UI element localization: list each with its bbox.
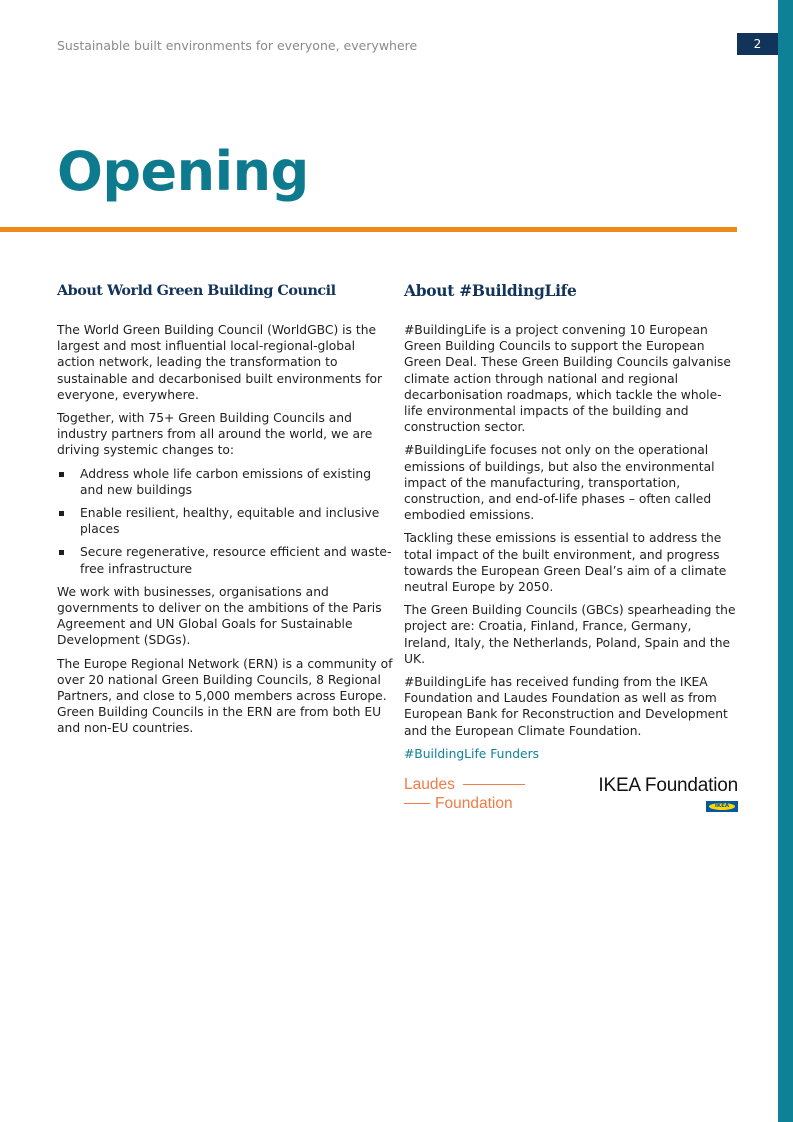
bullet-icon — [59, 550, 64, 555]
right-paragraph-2: #BuildingLife focuses not only on the operational emissions of buildings, but also the environmental impact of the manufacturing, transportation, construction, and end-of-life phases – often called embodied emissions. — [404, 443, 715, 523]
list-item-text: Secure regenerative, resource efficient and waste-free infrastructure — [80, 545, 392, 576]
left-paragraph-1: The World Green Building Council (WorldGBC) is the largest and most influential local-regional-global action network, leading the transformation to sustainable and decarbonised built environments for everyone, everywhere. — [57, 323, 383, 402]
laudes-logo-word-1: Laudes — [404, 775, 455, 793]
right-paragraph-4: The Green Building Councils (GBCs) spearheading the project are: Croatia, Finland, France, Germany, Ireland, Italy, the Netherlands, Poland, Spain and the UK. — [404, 603, 736, 666]
side-stripe — [778, 0, 793, 1122]
funder-logos — [404, 775, 738, 815]
goals-list — [57, 466, 393, 577]
list-item — [57, 466, 393, 498]
right-paragraph-5: #BuildingLife has received funding from the IKEA Foundation and Laudes Foundation as well as from European Bank for Reconstruction and Development and the European Climate Foundation. — [404, 675, 728, 738]
left-paragraph-3: We work with businesses, organisations and governments to deliver on the ambitions of the Paris Agreement and UN Global Goals for Sustainable Development (SDGs). — [57, 584, 382, 648]
funders-link[interactable]: #BuildingLife Funders — [404, 746, 540, 761]
laudes-dash-icon — [404, 803, 430, 804]
left-heading: About World Green Building Council — [57, 282, 336, 299]
right-column — [404, 280, 738, 815]
list-item-text: Enable resilient, healthy, equitable and inclusive places — [80, 506, 380, 537]
ikea-foundation-logo — [598, 775, 738, 816]
page-title: Opening — [57, 140, 309, 203]
header-tagline: Sustainable built environments for everyone, everywhere — [57, 38, 418, 53]
left-column — [57, 280, 393, 744]
right-paragraph-3: Tackling these emissions is essential to address the total impact of the built environment, and progress towards the European Green Deal’s aim of a climate neutral Europe by 2050. — [404, 531, 727, 595]
laudes-dash-icon — [463, 784, 525, 785]
right-heading: About #BuildingLife — [404, 281, 577, 300]
page-number: 2 — [737, 33, 778, 55]
ikea-badge-text: IKEA — [709, 803, 735, 810]
title-divider — [0, 227, 737, 232]
list-item — [57, 544, 393, 576]
left-paragraph-4: The Europe Regional Network (ERN) is a community of over 20 national Green Building Councils, 8 Regional Partners, and close to 5,000 members across Europe. Green Building Councils in the ERN are from both EU and non-EU countries. — [57, 656, 393, 736]
bullet-icon — [59, 511, 64, 516]
laudes-foundation-logo — [404, 775, 525, 813]
ikea-badge-icon — [706, 801, 738, 812]
list-item-text: Address whole life carbon emissions of existing and new buildings — [80, 466, 372, 497]
ikea-foundation-name: IKEA Foundation — [598, 774, 738, 796]
bullet-icon — [59, 472, 64, 477]
left-paragraph-2: Together, with 75+ Green Building Councils and industry partners from all around the world, we are driving systemic changes to: — [57, 411, 373, 458]
right-paragraph-1: #BuildingLife is a project convening 10 European Green Building Councils to support the European Green Deal. These Green Building Councils galvanise climate action through national and regional decarbonisation roadmaps, which tackle the whole-life environmental impacts of the building and construction sector. — [404, 323, 732, 435]
list-item — [57, 505, 393, 537]
laudes-logo-word-2: Foundation — [435, 794, 513, 812]
